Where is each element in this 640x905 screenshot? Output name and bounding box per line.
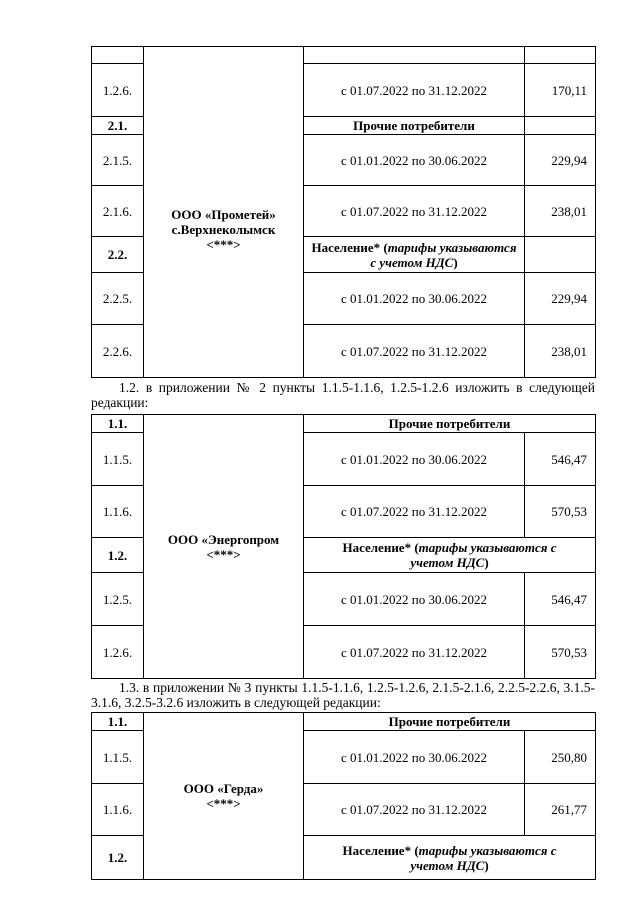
row-number: 1.2.6. <box>92 626 144 679</box>
org-name: ООО «Энергопром <box>167 531 280 547</box>
row-period: с 01.01.2022 по 30.06.2022 <box>304 273 525 325</box>
row-period: с 01.07.2022 по 31.12.2022 <box>304 325 525 378</box>
organization-cell <box>144 47 304 378</box>
row-number: 1.1.6. <box>92 486 144 538</box>
row-number: 1.1.5. <box>92 731 144 784</box>
row-number: 2.1.6. <box>92 186 144 237</box>
row-period: с 01.07.2022 по 31.12.2022 <box>304 626 525 679</box>
row-number: 1.2.5. <box>92 573 144 626</box>
row-number: 1.1. <box>92 415 144 433</box>
row-value: 250,80 <box>525 731 596 784</box>
org-note: <***> <box>206 546 241 562</box>
section-header: Население* (тарифы указываются с учетом НДС) <box>304 538 596 573</box>
tariff-table-gerda <box>91 712 596 880</box>
table-cell <box>304 47 525 64</box>
row-value: 570,53 <box>525 626 596 679</box>
row-period: с 01.01.2022 по 30.06.2022 <box>304 433 525 486</box>
paragraph-1-3: 1.3. в приложении № 3 пункты 1.1.5-1.1.6, 1.2.5-1.2.6, 2.1.5-2.1.6, 2.2.5-2.2.6, 3.1.5-3.1.6, 3.2.5-3.2.6 изложить в следующей редакции: <box>91 680 595 710</box>
row-value: 546,47 <box>525 433 596 486</box>
row-value: 546,47 <box>525 573 596 626</box>
row-value: 229,94 <box>525 273 596 325</box>
organization-cell <box>144 713 304 880</box>
org-name: ООО «Прометей» <box>171 207 276 222</box>
section-header: Прочие потребители <box>304 713 596 731</box>
row-number: 1.1.6. <box>92 784 144 836</box>
section-header: Прочие потребители <box>304 117 525 135</box>
row-number: 1.1. <box>92 713 144 731</box>
row-period: с 01.01.2022 по 30.06.2022 <box>304 135 525 186</box>
org-location: с.Верхнеколымск <box>171 222 276 237</box>
table-cell <box>525 237 596 273</box>
table-row <box>92 415 596 433</box>
row-number: 2.1.5. <box>92 135 144 186</box>
row-period: с 01.07.2022 по 31.12.2022 <box>304 186 525 237</box>
row-period: с 01.07.2022 по 31.12.2022 <box>304 486 525 538</box>
row-number: 1.2. <box>92 836 144 880</box>
row-number: 2.2.5. <box>92 273 144 325</box>
row-number: 2.1. <box>92 117 144 135</box>
row-number: 1.1.5. <box>92 433 144 486</box>
row-period: с 01.07.2022 по 31.12.2022 <box>304 784 525 836</box>
table-cell <box>525 117 596 135</box>
row-value: 170,11 <box>525 64 596 117</box>
row-value: 261,77 <box>525 784 596 836</box>
row-number: 2.2.6. <box>92 325 144 378</box>
tariff-table-energoprom <box>91 414 596 679</box>
row-number: 1.2.6. <box>92 64 144 117</box>
row-period: с 01.07.2022 по 31.12.2022 <box>304 64 525 117</box>
row-number: 2.2. <box>92 237 144 273</box>
row-value: 229,94 <box>525 135 596 186</box>
section-header: Прочие потребители <box>304 415 596 433</box>
row-number: 1.2. <box>92 538 144 573</box>
paragraph-1-2: 1.2. в приложении № 2 пункты 1.1.5-1.1.6, 1.2.5-1.2.6 изложить в следующей редакции: <box>91 380 595 410</box>
section-header: Население* (тарифы указываются с учетом НДС) <box>304 237 525 273</box>
organization-cell <box>144 415 304 679</box>
row-value: 238,01 <box>525 325 596 378</box>
table-row <box>92 713 596 731</box>
row-value: 238,01 <box>525 186 596 237</box>
table-cell <box>525 47 596 64</box>
row-period: с 01.01.2022 по 30.06.2022 <box>304 731 525 784</box>
section-header: Население* (тарифы указываются с учетом НДС) <box>304 836 596 880</box>
org-note: <***> <box>206 796 241 811</box>
org-note: <***> <box>206 237 241 252</box>
table-cell <box>92 47 144 64</box>
row-period: с 01.01.2022 по 30.06.2022 <box>304 573 525 626</box>
row-value: 570,53 <box>525 486 596 538</box>
tariff-table-prometey <box>91 46 596 378</box>
org-name: ООО «Герда» <box>183 781 264 796</box>
